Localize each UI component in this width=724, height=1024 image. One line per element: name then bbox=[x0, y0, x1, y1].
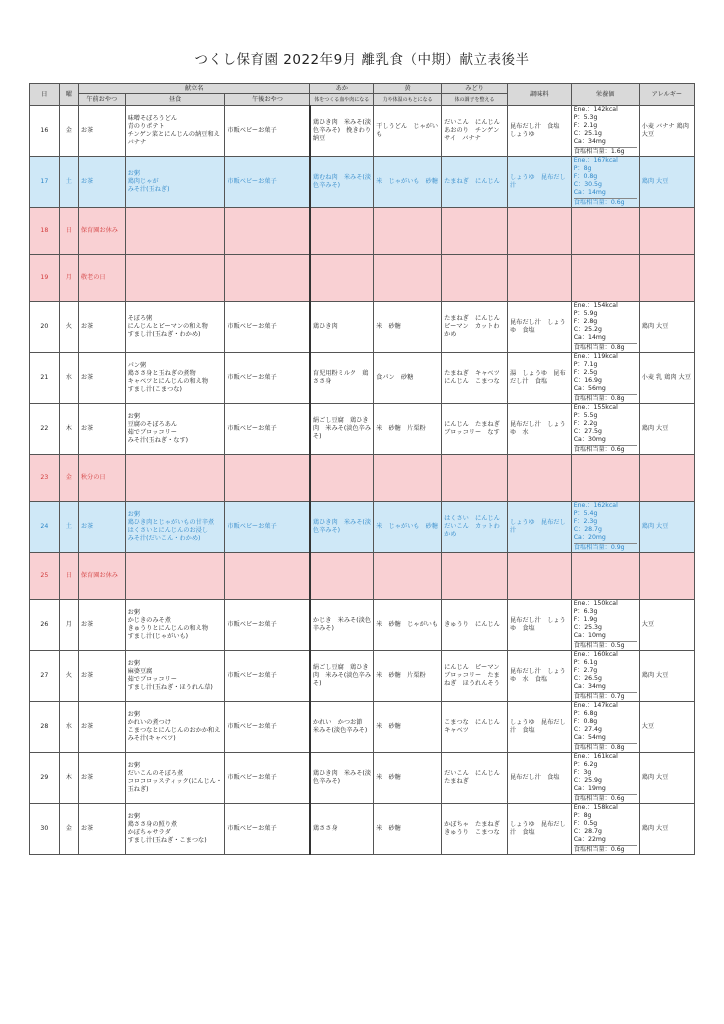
nutrition-cell bbox=[571, 651, 639, 702]
nutrition-cell bbox=[571, 502, 639, 553]
salt-value: 食塩相当量：0.8g bbox=[574, 343, 637, 352]
midori-cell: かぼちゃ たまねぎ きゅうり こまつな bbox=[442, 804, 508, 855]
midori-cell: たまねぎ にんじん ピーマン カットわかめ bbox=[442, 302, 508, 353]
day-cell: 19 bbox=[30, 255, 60, 302]
header-midori-sub: 体の調子を整える bbox=[442, 94, 508, 106]
ki-cell: 干しうどん じゃがいも bbox=[374, 106, 442, 157]
seasoning-cell: 昆布だし汁 食塩 bbox=[507, 753, 571, 804]
lunch-cell: お粥 だいこんのそぼろ煮 コロコロッスティック(にんじん・玉ねぎ) bbox=[125, 753, 225, 804]
am-snack-cell: お茶 bbox=[78, 353, 125, 404]
seasoning-cell: 昆布だし汁 しょうゆ 食塩 bbox=[507, 302, 571, 353]
am-snack-cell: 敬老の日 bbox=[78, 255, 125, 302]
weekday-cell: 金 bbox=[59, 804, 78, 855]
table-row bbox=[30, 455, 695, 502]
day-cell: 24 bbox=[30, 502, 60, 553]
nutrition-value: F：2.8g bbox=[573, 318, 598, 325]
weekday-cell: 火 bbox=[59, 651, 78, 702]
ki-cell: 米 砂糖 bbox=[374, 804, 442, 855]
pm-snack-cell: 市販ベビーお菓子 bbox=[225, 106, 310, 157]
nutrition-value: C：25.9g bbox=[573, 777, 602, 784]
am-snack-cell: お茶 bbox=[78, 753, 125, 804]
salt-value: 食塩相当量：0.6g bbox=[574, 794, 637, 803]
day-cell: 16 bbox=[30, 106, 60, 157]
pm-snack-cell bbox=[225, 255, 310, 302]
allergy-cell: 大豆 bbox=[639, 600, 694, 651]
pm-snack-cell: 市販ベビーお菓子 bbox=[225, 600, 310, 651]
table-row bbox=[30, 208, 695, 255]
lunch-cell: そぼろ粥 にんじんとピーマンの和え物 すまし汁(玉ねぎ・わかめ) bbox=[125, 302, 225, 353]
nutrition-value: P：6.2g bbox=[573, 761, 598, 768]
ki-cell: 米 砂糖 片栗粉 bbox=[374, 651, 442, 702]
nutrition-cell bbox=[571, 455, 639, 502]
lunch-cell: パン粥 鶏ささ身と玉ねぎの煮物 キャベツとにんじんの和え物 すまし汁(こまつな) bbox=[125, 353, 225, 404]
am-snack-cell: お茶 bbox=[78, 106, 125, 157]
pm-snack-cell: 市販ベビーお菓子 bbox=[225, 702, 310, 753]
lunch-cell: お粥 豆腐のそぼろあん 茹でブロッコリー みそ汁(玉ねぎ・なす) bbox=[125, 404, 225, 455]
midori-cell: だいこん にんじん あおのり チンゲンサイ バナナ bbox=[442, 106, 508, 157]
nutrition-value: Ene.：154kcal bbox=[573, 302, 618, 309]
nutrition-value: Ene.：162kcal bbox=[573, 502, 618, 509]
nutrition-value: Ene.：161kcal bbox=[573, 753, 618, 760]
header-aka: あか bbox=[310, 84, 374, 94]
midori-cell bbox=[442, 553, 508, 600]
am-snack-cell: 秋分の日 bbox=[78, 455, 125, 502]
allergy-cell: 鶏肉 大豆 bbox=[639, 157, 694, 208]
am-snack-cell: お茶 bbox=[78, 157, 125, 208]
weekday-cell: 金 bbox=[59, 455, 78, 502]
am-snack-cell: 保育園お休み bbox=[78, 208, 125, 255]
nutrition-value: F：2.2g bbox=[573, 420, 598, 427]
midori-cell: はくさい にんじん だいこん カットわかめ bbox=[442, 502, 508, 553]
table-row bbox=[30, 302, 695, 353]
aka-cell: 鶏ささ身 bbox=[310, 804, 374, 855]
ki-cell: 米 砂糖 bbox=[374, 753, 442, 804]
nutrition-value: P：6.8g bbox=[573, 710, 598, 717]
midori-cell: だいこん にんじん たまねぎ bbox=[442, 753, 508, 804]
seasoning-cell: しょうゆ 昆布だし汁 食塩 bbox=[507, 804, 571, 855]
header-allergy: アレルギー bbox=[639, 84, 694, 106]
nutrition-value: P：6.1g bbox=[573, 659, 598, 666]
nutrition-value: Ene.：155kcal bbox=[573, 404, 618, 411]
seasoning-cell: しょうゆ 昆布だし汁 bbox=[507, 157, 571, 208]
nutrition-value: F：2.1g bbox=[573, 122, 598, 129]
day-cell: 18 bbox=[30, 208, 60, 255]
header-day: 日 bbox=[30, 84, 60, 106]
table-row bbox=[30, 502, 695, 553]
ki-cell: 米 砂糖 bbox=[374, 302, 442, 353]
nutrition-value: C：30.5g bbox=[573, 181, 602, 188]
nutrition-cell bbox=[571, 208, 639, 255]
nutrition-value: C：25.3g bbox=[573, 624, 602, 631]
nutrition-cell bbox=[571, 702, 639, 753]
aka-cell: かれい かつお節 米みそ(淡色辛みそ) bbox=[310, 702, 374, 753]
nutrition-value: Ca：19mg bbox=[573, 785, 606, 792]
nutrition-value: C：25.1g bbox=[573, 130, 602, 137]
aka-cell: 鶏むね肉 米みそ(淡色辛みそ) bbox=[310, 157, 374, 208]
header-lunch: 昼食 bbox=[125, 94, 225, 106]
weekday-cell: 木 bbox=[59, 404, 78, 455]
allergy-cell: 小麦 バナナ 鶏肉 大豆 bbox=[639, 106, 694, 157]
nutrition-value: C：25.2g bbox=[573, 326, 602, 333]
menu-table bbox=[29, 83, 695, 855]
weekday-cell: 日 bbox=[59, 553, 78, 600]
nutrition-value: P：8g bbox=[573, 812, 592, 819]
nutrition-value: Ca：30mg bbox=[573, 436, 606, 443]
table-row bbox=[30, 651, 695, 702]
weekday-cell: 水 bbox=[59, 702, 78, 753]
nutrition-value: Ene.：142kcal bbox=[573, 106, 618, 113]
allergy-cell: 鶏肉 大豆 bbox=[639, 804, 694, 855]
day-cell: 23 bbox=[30, 455, 60, 502]
table-row bbox=[30, 353, 695, 404]
nutrition-value: F：2.7g bbox=[573, 667, 598, 674]
salt-value: 食塩相当量：0.8g bbox=[574, 743, 637, 752]
header-am-snack: 午前おやつ bbox=[78, 94, 125, 106]
am-snack-cell: お茶 bbox=[78, 302, 125, 353]
midori-cell bbox=[442, 255, 508, 302]
am-snack-cell: お茶 bbox=[78, 804, 125, 855]
weekday-cell: 土 bbox=[59, 502, 78, 553]
ki-cell: 米 砂糖 片栗粉 bbox=[374, 404, 442, 455]
allergy-cell bbox=[639, 455, 694, 502]
allergy-cell bbox=[639, 208, 694, 255]
ki-cell: 食パン 砂糖 bbox=[374, 353, 442, 404]
lunch-cell: お粥 かれいの煮つけ こまつなとにんじんのおかか和え みそ汁(キャベツ) bbox=[125, 702, 225, 753]
seasoning-cell bbox=[507, 255, 571, 302]
nutrition-value: C：28.7g bbox=[573, 526, 602, 533]
nutrition-value: Ene.：160kcal bbox=[573, 651, 618, 658]
nutrition-cell bbox=[571, 157, 639, 208]
nutrition-value: Ca：14mg bbox=[573, 189, 606, 196]
day-cell: 20 bbox=[30, 302, 60, 353]
nutrition-value: P：7.1g bbox=[573, 361, 598, 368]
ki-cell: 米 砂糖 じゃがいも bbox=[374, 600, 442, 651]
nutrition-value: Ene.：167kcal bbox=[573, 157, 618, 164]
nutrition-value: F：2.5g bbox=[573, 369, 598, 376]
am-snack-cell: お茶 bbox=[78, 600, 125, 651]
lunch-cell: 味噌そぼろうどん 青のりポテト チンゲン菜とにんじんの納豆和え バナナ bbox=[125, 106, 225, 157]
nutrition-value: C：27.4g bbox=[573, 726, 602, 733]
nutrition-value: F：0.8g bbox=[573, 173, 598, 180]
table-row bbox=[30, 753, 695, 804]
nutrition-value: Ca：34mg bbox=[573, 138, 606, 145]
ki-cell bbox=[374, 255, 442, 302]
ki-cell bbox=[374, 455, 442, 502]
pm-snack-cell: 市販ベビーお菓子 bbox=[225, 404, 310, 455]
midori-cell bbox=[442, 455, 508, 502]
nutrition-value: Ca：54mg bbox=[573, 734, 606, 741]
pm-snack-cell: 市販ベビーお菓子 bbox=[225, 157, 310, 208]
aka-cell: 絹ごし豆腐 鶏ひき肉 米みそ(淡色辛みそ) bbox=[310, 651, 374, 702]
day-cell: 25 bbox=[30, 553, 60, 600]
aka-cell: 鶏ひき肉 米みそ(淡色辛みそ) bbox=[310, 753, 374, 804]
salt-value: 食塩相当量：0.6g bbox=[574, 198, 637, 207]
lunch-cell: お粥 鶏ささ身の照り煮 かぼちゃサラダ すまし汁(玉ねぎ・こまつな) bbox=[125, 804, 225, 855]
day-cell: 22 bbox=[30, 404, 60, 455]
ki-cell: 米 じゃがいも 砂糖 bbox=[374, 502, 442, 553]
lunch-cell: お粥 鶏ひき肉とじゃがいもの甘辛煮 はくさいとにんじんのお浸し みそ汁(だいこん・わかめ) bbox=[125, 502, 225, 553]
nutrition-value: Ca：10mg bbox=[573, 632, 606, 639]
pm-snack-cell: 市販ベビーお菓子 bbox=[225, 353, 310, 404]
salt-value: 食塩相当量：0.6g bbox=[574, 845, 637, 854]
nutrition-value: Ene.：119kcal bbox=[573, 353, 618, 360]
nutrition-cell bbox=[571, 255, 639, 302]
nutrition-value: F：0.5g bbox=[573, 820, 598, 827]
nutrition-value: Ca：56mg bbox=[573, 385, 606, 392]
salt-value: 食塩相当量：0.7g bbox=[574, 692, 637, 701]
seasoning-cell: 昆布だし汁 しょうゆ 食塩 bbox=[507, 600, 571, 651]
seasoning-cell: しょうゆ 昆布だし汁 bbox=[507, 502, 571, 553]
midori-cell: にんじん たまねぎ ブロッコリー なす bbox=[442, 404, 508, 455]
table-row bbox=[30, 600, 695, 651]
aka-cell: 鶏ひき肉 米みそ(淡色辛みそ) 挽きわり納豆 bbox=[310, 106, 374, 157]
seasoning-cell: 昆布だし汁 しょうゆ 水 bbox=[507, 404, 571, 455]
nutrition-value: F：1.9g bbox=[573, 616, 598, 623]
allergy-cell: 鶏肉 大豆 bbox=[639, 302, 694, 353]
salt-value: 食塩相当量：0.8g bbox=[574, 394, 637, 403]
day-cell: 29 bbox=[30, 753, 60, 804]
weekday-cell: 木 bbox=[59, 753, 78, 804]
pm-snack-cell: 市販ベビーお菓子 bbox=[225, 753, 310, 804]
header-menu-name: 献立名 bbox=[78, 84, 310, 94]
table-row bbox=[30, 157, 695, 208]
nutrition-value: P：5.5g bbox=[573, 412, 598, 419]
am-snack-cell: お茶 bbox=[78, 651, 125, 702]
am-snack-cell: お茶 bbox=[78, 702, 125, 753]
midori-cell: たまねぎ にんじん bbox=[442, 157, 508, 208]
nutrition-value: Ene.：150kcal bbox=[573, 600, 618, 607]
header-aka-sub: 体をつくる血や肉になる bbox=[310, 94, 374, 106]
nutrition-value: F：2.3g bbox=[573, 518, 598, 525]
midori-cell: たまねぎ キャベツ にんじん こまつな bbox=[442, 353, 508, 404]
aka-cell: 育児用粉ミルク 鶏ささ身 bbox=[310, 353, 374, 404]
weekday-cell: 火 bbox=[59, 302, 78, 353]
nutrition-value: F：3g bbox=[573, 769, 592, 776]
pm-snack-cell: 市販ベビーお菓子 bbox=[225, 651, 310, 702]
am-snack-cell: お茶 bbox=[78, 404, 125, 455]
header-weekday: 曜 bbox=[59, 84, 78, 106]
day-cell: 21 bbox=[30, 353, 60, 404]
allergy-cell bbox=[639, 255, 694, 302]
aka-cell: かじき 米みそ(淡色辛みそ) bbox=[310, 600, 374, 651]
header-midori: みどり bbox=[442, 84, 508, 94]
nutrition-cell bbox=[571, 404, 639, 455]
table-row bbox=[30, 804, 695, 855]
nutrition-value: Ca：34mg bbox=[573, 683, 606, 690]
midori-cell: にんじん ピーマン ブロッコリー たまねぎ ほうれんそう bbox=[442, 651, 508, 702]
nutrition-value: Ene.：147kcal bbox=[573, 702, 618, 709]
nutrition-value: P：5.3g bbox=[573, 114, 598, 121]
table-row bbox=[30, 553, 695, 600]
lunch-cell bbox=[125, 208, 225, 255]
pm-snack-cell bbox=[225, 553, 310, 600]
aka-cell: 絹ごし豆腐 鶏ひき肉 米みそ(淡色辛みそ) bbox=[310, 404, 374, 455]
allergy-cell: 鶏肉 大豆 bbox=[639, 404, 694, 455]
aka-cell: 鶏ひき肉 米みそ(淡色辛みそ) bbox=[310, 502, 374, 553]
day-cell: 28 bbox=[30, 702, 60, 753]
salt-value: 食塩相当量：1.6g bbox=[574, 147, 637, 156]
header-ki-sub: 力や体温のもとになる bbox=[374, 94, 442, 106]
pm-snack-cell bbox=[225, 208, 310, 255]
nutrition-cell bbox=[571, 553, 639, 600]
nutrition-cell bbox=[571, 353, 639, 404]
nutrition-value: P：8g bbox=[573, 165, 592, 172]
salt-value: 食塩相当量：0.5g bbox=[574, 641, 637, 650]
aka-cell bbox=[310, 255, 374, 302]
ki-cell bbox=[374, 553, 442, 600]
midori-cell: きゅうり にんじん bbox=[442, 600, 508, 651]
seasoning-cell bbox=[507, 455, 571, 502]
aka-cell bbox=[310, 455, 374, 502]
weekday-cell: 金 bbox=[59, 106, 78, 157]
lunch-cell bbox=[125, 255, 225, 302]
weekday-cell: 月 bbox=[59, 600, 78, 651]
lunch-cell: お粥 鶏肉じゃが みそ汁(玉ねぎ) bbox=[125, 157, 225, 208]
nutrition-cell bbox=[571, 106, 639, 157]
allergy-cell: 鶏肉 大豆 bbox=[639, 753, 694, 804]
table-row bbox=[30, 702, 695, 753]
am-snack-cell: 保育園お休み bbox=[78, 553, 125, 600]
header-ki: 黄 bbox=[374, 84, 442, 94]
allergy-cell bbox=[639, 553, 694, 600]
nutrition-value: C：27.5g bbox=[573, 428, 602, 435]
day-cell: 26 bbox=[30, 600, 60, 651]
allergy-cell: 鶏肉 大豆 bbox=[639, 651, 694, 702]
table-row bbox=[30, 106, 695, 157]
seasoning-cell: 湯 しょうゆ 昆布だし汁 食塩 bbox=[507, 353, 571, 404]
header-seasoning: 調味料 bbox=[507, 84, 571, 106]
nutrition-value: Ca：20mg bbox=[573, 534, 606, 541]
seasoning-cell bbox=[507, 208, 571, 255]
weekday-cell: 月 bbox=[59, 255, 78, 302]
nutrition-cell bbox=[571, 600, 639, 651]
nutrition-cell bbox=[571, 302, 639, 353]
table-row bbox=[30, 255, 695, 302]
header-pm-snack: 午後おやつ bbox=[225, 94, 310, 106]
salt-value: 食塩相当量：0.6g bbox=[574, 445, 637, 454]
ki-cell: 米 じゃがいも 砂糖 bbox=[374, 157, 442, 208]
nutrition-value: C：16.9g bbox=[573, 377, 602, 384]
pm-snack-cell: 市販ベビーお菓子 bbox=[225, 502, 310, 553]
day-cell: 17 bbox=[30, 157, 60, 208]
seasoning-cell bbox=[507, 553, 571, 600]
nutrition-value: P：6.3g bbox=[573, 608, 598, 615]
header-nutrition: 栄養価 bbox=[571, 84, 639, 106]
lunch-cell bbox=[125, 455, 225, 502]
weekday-cell: 土 bbox=[59, 157, 78, 208]
ki-cell: 米 砂糖 bbox=[374, 702, 442, 753]
pm-snack-cell: 市販ベビーお菓子 bbox=[225, 804, 310, 855]
nutrition-value: C：26.5g bbox=[573, 675, 602, 682]
lunch-cell bbox=[125, 553, 225, 600]
am-snack-cell: お茶 bbox=[78, 502, 125, 553]
midori-cell bbox=[442, 208, 508, 255]
allergy-cell: 鶏肉 大豆 bbox=[639, 502, 694, 553]
aka-cell bbox=[310, 208, 374, 255]
salt-value: 食塩相当量：0.9g bbox=[574, 543, 637, 552]
nutrition-value: P：5.4g bbox=[573, 510, 598, 517]
allergy-cell: 大豆 bbox=[639, 702, 694, 753]
pm-snack-cell bbox=[225, 455, 310, 502]
nutrition-value: P：5.9g bbox=[573, 310, 598, 317]
ki-cell bbox=[374, 208, 442, 255]
nutrition-value: C：28.7g bbox=[573, 828, 602, 835]
allergy-cell: 小麦 乳 鶏肉 大豆 bbox=[639, 353, 694, 404]
nutrition-value: F：0.8g bbox=[573, 718, 598, 725]
day-cell: 30 bbox=[30, 804, 60, 855]
seasoning-cell: 昆布だし汁 食塩 しょうゆ bbox=[507, 106, 571, 157]
seasoning-cell: しょうゆ 昆布だし汁 食塩 bbox=[507, 702, 571, 753]
nutrition-cell bbox=[571, 753, 639, 804]
seasoning-cell: 昆布だし汁 しょうゆ 水 食塩 bbox=[507, 651, 571, 702]
nutrition-cell bbox=[571, 804, 639, 855]
weekday-cell: 水 bbox=[59, 353, 78, 404]
day-cell: 27 bbox=[30, 651, 60, 702]
weekday-cell: 日 bbox=[59, 208, 78, 255]
nutrition-value: Ca：14mg bbox=[573, 334, 606, 341]
aka-cell bbox=[310, 553, 374, 600]
nutrition-value: Ene.：158kcal bbox=[573, 804, 618, 811]
midori-cell: こまつな にんじん キャベツ bbox=[442, 702, 508, 753]
pm-snack-cell: 市販ベビーお菓子 bbox=[225, 302, 310, 353]
page-title: つくし保育園 2022年9月 離乳食（中期）献立表後半 bbox=[194, 52, 530, 68]
table-row bbox=[30, 404, 695, 455]
lunch-cell: お粥 かじきのみそ煮 きゅうりとにんじんの和え物 すまし汁(じゃがいも) bbox=[125, 600, 225, 651]
nutrition-value: Ca：22mg bbox=[573, 836, 606, 843]
aka-cell: 鶏ひき肉 bbox=[310, 302, 374, 353]
lunch-cell: お粥 麻婆豆腐 茹でブロッコリー すまし汁(玉ねぎ・ほうれん草) bbox=[125, 651, 225, 702]
